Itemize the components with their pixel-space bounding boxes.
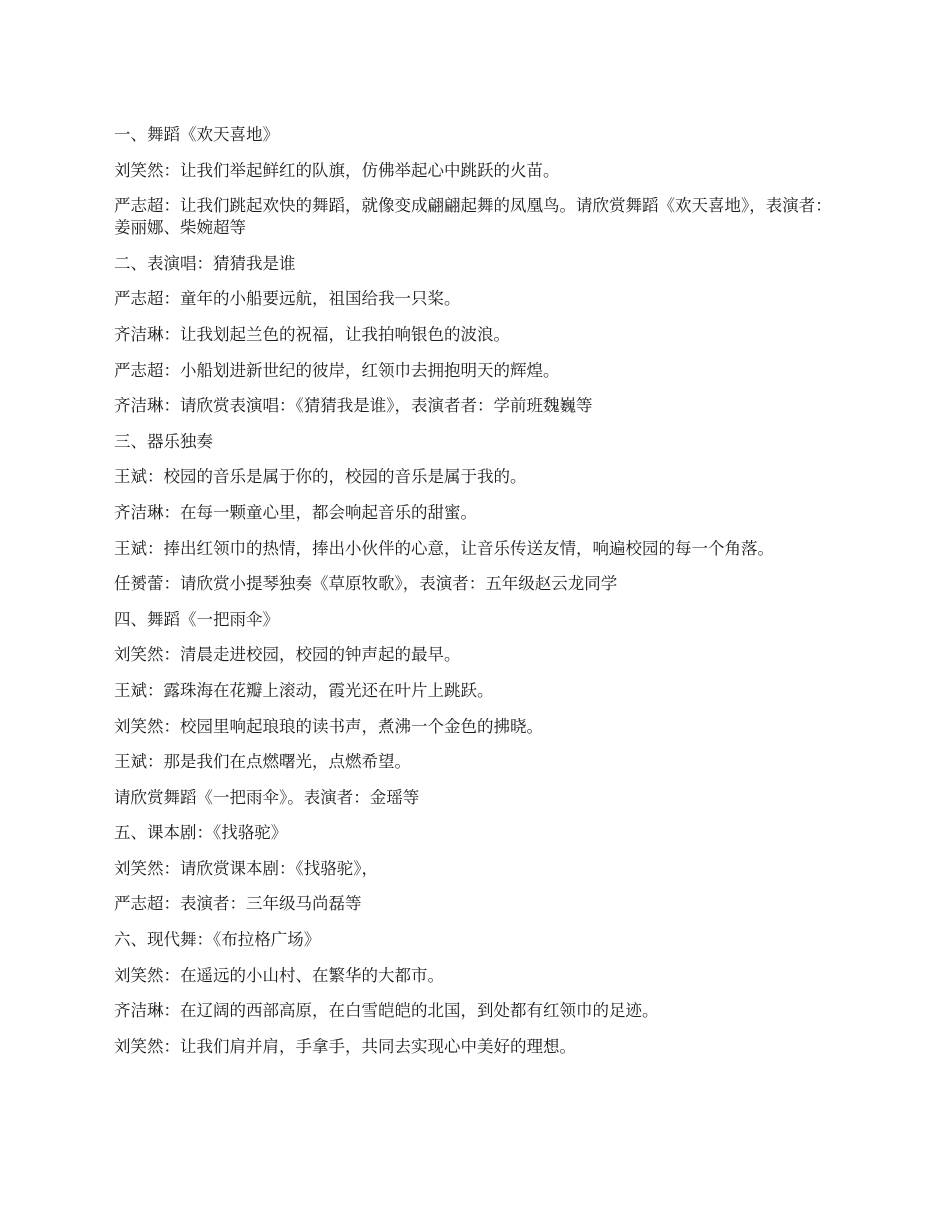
dialogue-line: 刘笑然：请欣赏课本剧：《找骆驼》， [114,858,378,878]
dialogue-line: 严志超：表演者：三年级马尚磊等 [114,894,362,914]
dialogue-line: 王斌：校园的音乐是属于你的，校园的音乐是属于我的。 [114,467,527,487]
section-heading: 四、舞蹈《一把雨伞》 [114,609,279,629]
dialogue-line: 严志超：童年的小船要远航，祖国给我一只桨。 [114,289,461,309]
section-heading: 二、表演唱：猜猜我是谁 [114,253,296,273]
dialogue-line: 王斌：露珠海在花瓣上滚动，霞光还在叶片上跳跃。 [114,680,494,700]
dialogue-line: 齐洁琳：让我划起兰色的祝福，让我拍响银色的波浪。 [114,324,510,344]
dialogue-line: 刘笑然：让我们举起鲜红的队旗，仿佛举起心中跳跃的火苗。 [114,160,560,180]
dialogue-line: 刘笑然：让我们肩并肩，手拿手，共同去实现心中美好的理想。 [114,1036,576,1056]
dialogue-line: 刘笑然：清晨走进校园，校园的钟声起的最早。 [114,645,461,665]
section-heading: 一、舞蹈《欢天喜地》 [114,125,279,144]
dialogue-line: 严志超：让我们跳起欢快的舞蹈，就像变成翩翩起舞的凤凰鸟。请欣赏舞蹈《欢天喜地》，表演者：姜丽娜、柴婉超等 [114,196,832,238]
section-heading: 六、现代舞：《布拉格广场》 [114,930,321,950]
dialogue-line: 王斌：捧出红领巾的热情，捧出小伙伴的心意，让音乐传送友情，响遍校园的每一个角落。 [114,538,774,558]
document-body [114,124,834,1071]
dialogue-line: 严志超：小船划进新世纪的彼岸，红领巾去拥抱明天的辉煌。 [114,360,560,380]
section-heading: 五、课本剧：《找骆驼》 [114,823,288,843]
dialogue-line: 齐洁琳：请欣赏表演唱：《猜猜我是谁》，表演者者：学前班魏巍等 [114,396,593,416]
dialogue-line: 齐洁琳：在辽阔的西部高原，在白雪皑皑的北国，到处都有红领巾的足迹。 [114,1001,659,1021]
dialogue-line: 请欣赏舞蹈《一把雨伞》。表演者：金瑶等 [114,787,420,807]
section-heading: 三、器乐独奏 [114,431,213,451]
dialogue-line: 王斌：那是我们在点燃曙光，点燃希望。 [114,752,411,772]
dialogue-line: 齐洁琳：在每一颗童心里，都会响起音乐的甜蜜。 [114,502,477,522]
dialogue-line: 刘笑然：校园里响起琅琅的读书声，煮沸一个金色的拂晓。 [114,716,543,736]
dialogue-line: 刘笑然：在遥远的小山村、在繁华的大都市。 [114,965,444,985]
dialogue-line: 任赟蕾：请欣赏小提琴独奏《草原牧歌》，表演者：五年级赵云龙同学 [114,574,618,594]
